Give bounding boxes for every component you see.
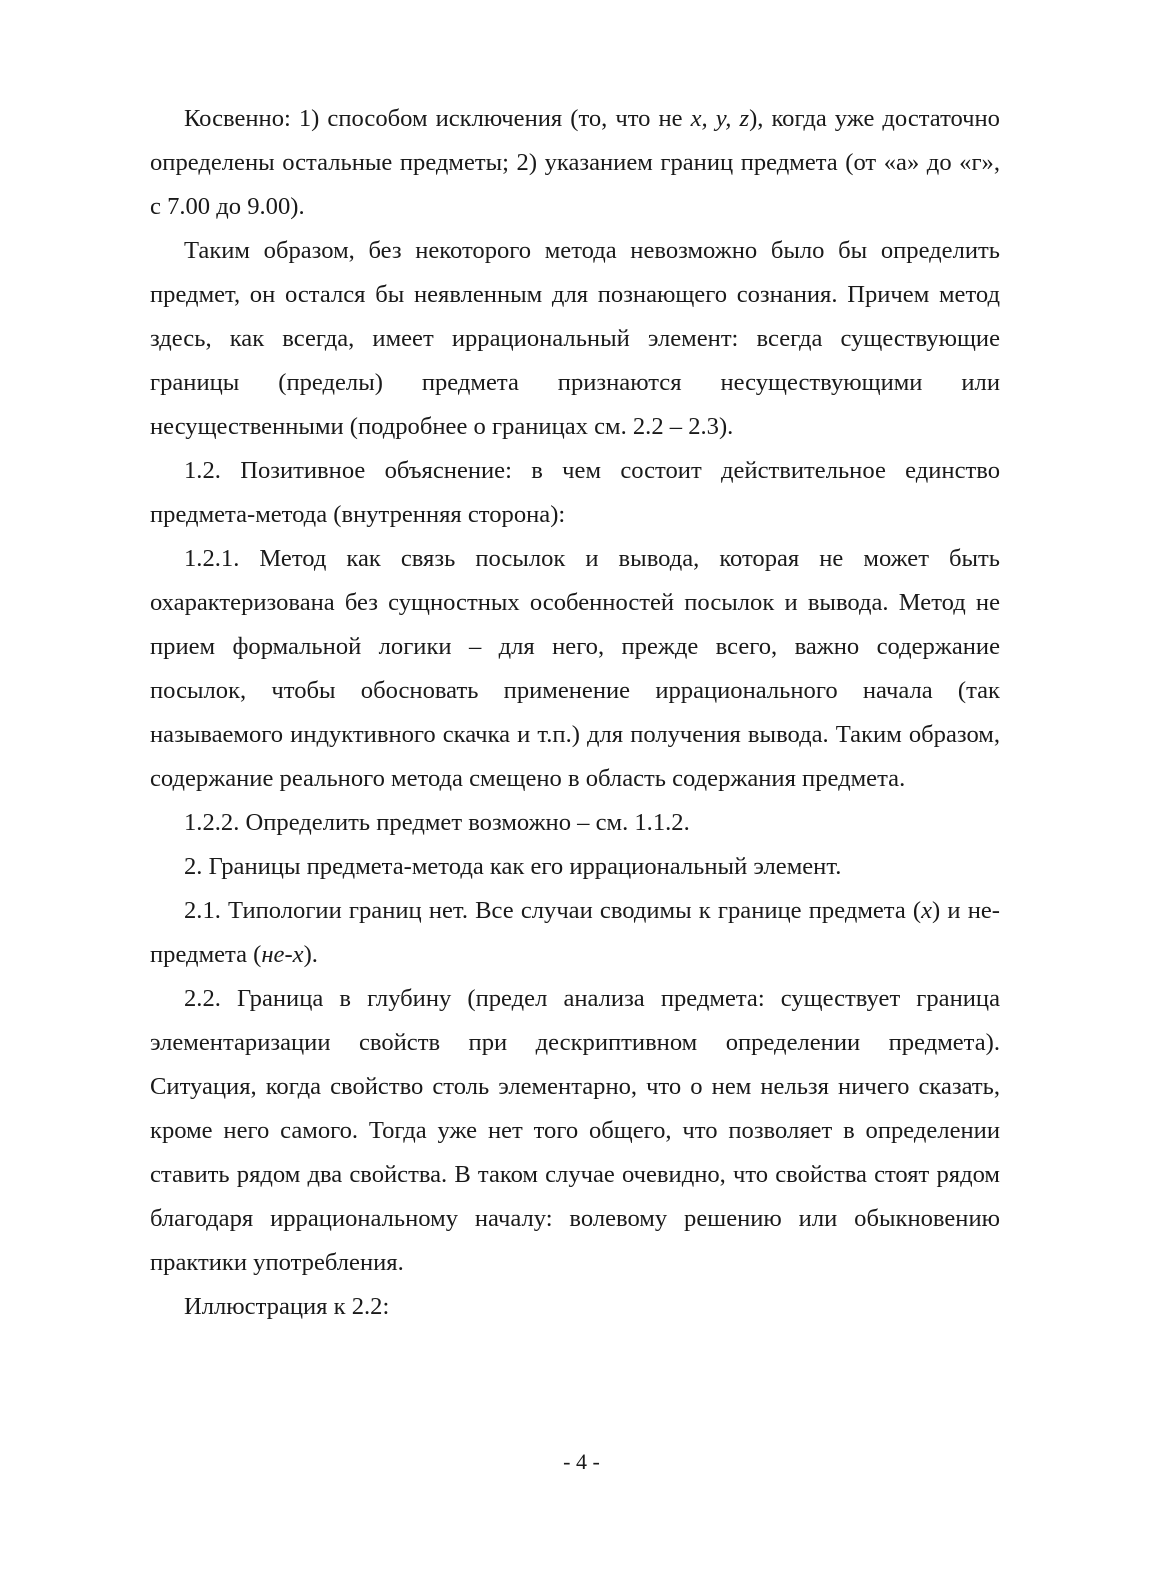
paragraph-2-1 bbox=[150, 889, 1000, 977]
paragraph-indirect bbox=[150, 97, 1000, 229]
paragraph-illustration bbox=[150, 1285, 1000, 1329]
paragraph-text: 2. Границы предмета-метода как его иррациональный элемент. bbox=[184, 853, 842, 880]
paragraph-text: Таким образом, без некоторого метода невозможно было бы определить предмет, он остался бы неявленным для познающего сознания. Причем метод здесь, как всегда, имеет иррациональный элемент: всегда существующие границы (пределы) предмета признаются несуществующими или несущественными (подробнее о границах см. 2.2 – 2.3). bbox=[150, 237, 1000, 440]
paragraph-2-2 bbox=[150, 977, 1000, 1285]
paragraph-1-2-2 bbox=[150, 801, 1000, 845]
paragraph-text: 1.2. Позитивное объяснение: в чем состоит действительное единство предмета-метода (внутренняя сторона): bbox=[150, 457, 1000, 528]
paragraph-text: 2.2. Граница в глубину (предел анализа предмета: существует граница элементаризации свойств при дескриптивном определении предмета). Ситуация, когда свойство столь элементарно, что о нем нельзя ничего сказать, кроме него самого. Тогда уже нет того общего, что позволяет в определении ставить рядом два свойства. В таком случае очевидно, что свойства стоят рядом благодаря иррациональному началу: волевому решению или обыкновению практики употребления. bbox=[150, 985, 1000, 1276]
paragraph-2 bbox=[150, 845, 1000, 889]
paragraph-text: Иллюстрация к 2.2: bbox=[184, 1293, 390, 1320]
variable-not-x: не-x bbox=[261, 941, 304, 968]
paragraph-text: 1.2.1. Метод как связь посылок и вывода, которая не может быть охарактеризована без сущностных особенностей посылок и вывода. Метод не прием формальной логики – для него, прежде всего, важно содержание посылок, чтобы обосновать применение иррационального начала (так называемого индуктивного скачка и т.п.) для получения вывода. Таким образом, содержание реального метода смещено в область содержания предмета. bbox=[150, 545, 1000, 792]
page-number: - 4 - bbox=[563, 1449, 600, 1474]
variables-xyz: x, y, z bbox=[690, 105, 750, 132]
paragraph-text: 1.2.2. Определить предмет возможно – см. 1.1.2. bbox=[184, 809, 690, 836]
paragraph-thus bbox=[150, 229, 1000, 449]
paragraph-text: 2.1. Типологии границ нет. Все случаи сводимы к границе предмета ( bbox=[184, 897, 922, 924]
document-body bbox=[150, 97, 1000, 1329]
paragraph-1-2 bbox=[150, 449, 1000, 537]
paragraph-text: ) и не-предмета ( bbox=[150, 897, 1000, 968]
variable-x: x bbox=[921, 897, 933, 924]
paragraph-1-2-1 bbox=[150, 537, 1000, 801]
paragraph-text: ). bbox=[303, 941, 318, 968]
paragraph-text: ), когда уже достаточно определены остальные предметы; 2) указанием границ предмета (от «а» до «г», с 7.00 до 9.00). bbox=[150, 105, 1000, 220]
paragraph-text: Косвенно: 1) способом исключения (то, что не bbox=[184, 105, 691, 132]
